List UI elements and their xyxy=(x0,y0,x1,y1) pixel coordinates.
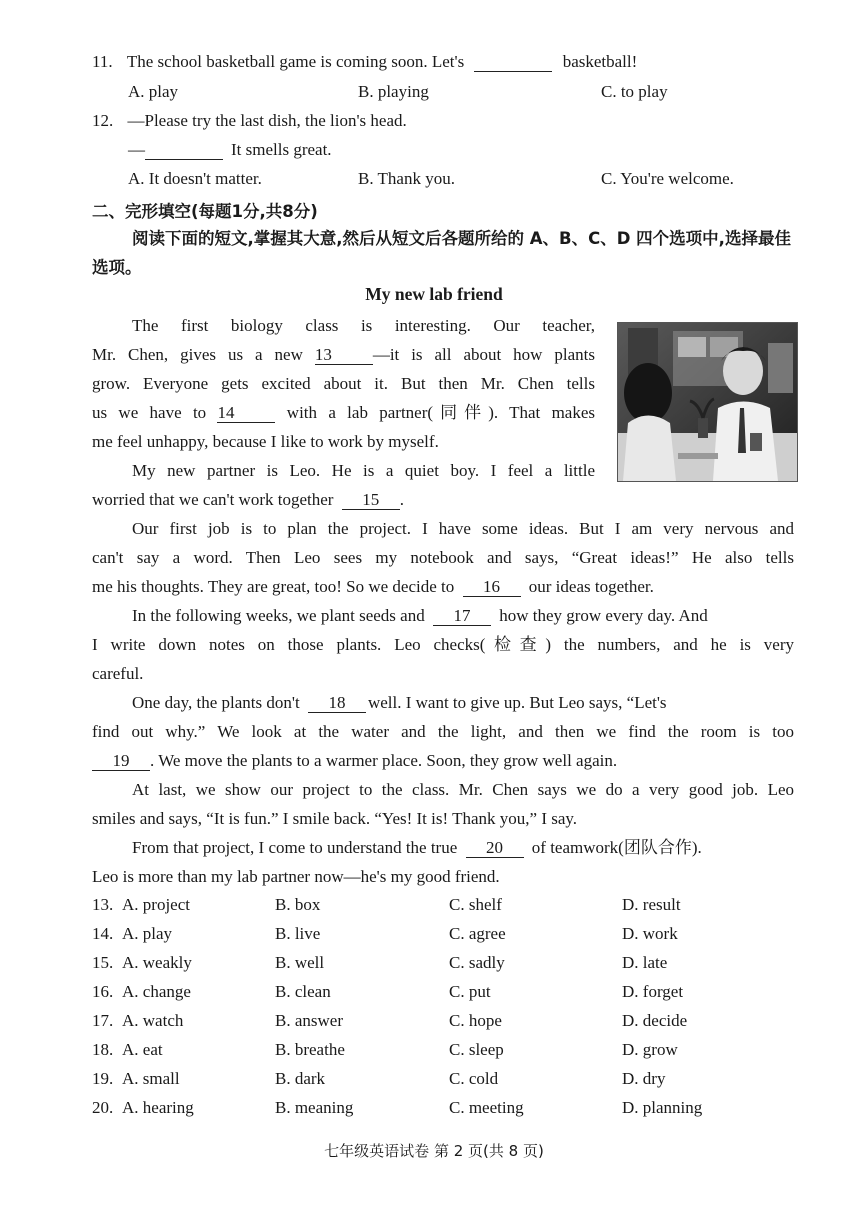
question-number: 15. xyxy=(92,953,114,972)
option-c: C. sadly xyxy=(449,953,505,972)
option-c: C. You're welcome. xyxy=(601,169,734,188)
text: our ideas together. xyxy=(528,577,654,596)
passage-line: smiles and says, “It is fun.” I smile back. “Yes! It is! Thank you,” I say. xyxy=(92,809,578,828)
text: us we have to xyxy=(92,403,207,422)
passage-line xyxy=(92,489,404,511)
passage-line: Our first job is to plan the project. I have some ideas. But I am very nervous and xyxy=(132,519,794,538)
text: Mr. Chen, gives us a new xyxy=(92,345,303,364)
page-footer: 七年级英语试卷 第 2 页(共 8 页) xyxy=(324,1142,544,1160)
dash: — xyxy=(128,140,145,159)
answer-row-17 xyxy=(92,1011,792,1033)
passage-line: Leo is more than my lab partner now—he's my good friend. xyxy=(92,867,500,886)
option-a: A. play xyxy=(122,924,173,943)
option-d: D. forget xyxy=(622,982,684,1001)
option-d: D. work xyxy=(622,924,678,943)
passage-line xyxy=(92,750,617,772)
passage-line: find out why.” We look at the water and the light, and then we find the room is too xyxy=(92,722,794,741)
question-number: 20. xyxy=(92,1098,114,1117)
blank-17: 17 xyxy=(433,607,491,626)
text: well. I want to give up. But Leo says, “Let's xyxy=(367,693,667,712)
text: . xyxy=(399,490,404,509)
text: . We move the plants to a warmer place. Soon, they grow well again. xyxy=(150,751,618,770)
text: worried that we can't work together xyxy=(92,490,334,509)
passage-line xyxy=(92,402,595,424)
option-a: A. play xyxy=(128,82,179,101)
option-d: D. grow xyxy=(622,1040,678,1059)
question-number: 13. xyxy=(92,895,114,914)
passage-title: My new lab friend xyxy=(365,284,503,304)
option-b: B. Thank you. xyxy=(358,169,455,188)
option-c: C. agree xyxy=(449,924,506,943)
passage-line xyxy=(132,605,708,627)
answer-row-20 xyxy=(92,1098,792,1120)
text: of teamwork(团队合作). xyxy=(531,838,702,857)
text: —it is all about how plants xyxy=(372,345,596,364)
dialogue-line-2 xyxy=(128,140,332,160)
answer-blank xyxy=(145,141,223,160)
question-stem: The school basketball game is coming soon. Let's xyxy=(126,52,465,71)
option-b: B. meaning xyxy=(275,1098,354,1117)
blank-18: 18 xyxy=(308,694,366,713)
question-number: 19. xyxy=(92,1069,114,1088)
section-instruction: 阅读下面的短文,掌握其大意,然后从短文后各题所给的 A、B、C、D 四个选项中,选择最佳选项。 xyxy=(92,229,791,277)
option-b: B. answer xyxy=(275,1011,343,1030)
classroom-illustration xyxy=(617,322,798,482)
question-number: 17. xyxy=(92,1011,114,1030)
section-heading: 二、完形填空(每题1分,共8分) xyxy=(92,202,318,221)
passage-line: can't say a word. Then Leo sees my notebook and says, “Great ideas!” He also tells xyxy=(92,548,794,567)
question-11 xyxy=(92,52,637,72)
blank-14: 14 xyxy=(217,404,275,423)
passage-line: I write down notes on those plants. Leo checks(检查) the numbers, and he is very xyxy=(92,635,794,654)
option-c: C. to play xyxy=(601,82,668,101)
option-a: A. hearing xyxy=(122,1098,194,1117)
option-d: D. late xyxy=(622,953,668,972)
option-c: C. hope xyxy=(449,1011,502,1030)
option-a: A. eat xyxy=(122,1040,163,1059)
answer-row-16 xyxy=(92,982,792,1004)
passage-line xyxy=(132,837,702,859)
option-b: B. clean xyxy=(275,982,331,1001)
option-c: C. cold xyxy=(449,1069,499,1088)
passage-line: The first biology class is interesting. Our teacher, xyxy=(132,316,595,335)
blank-15: 15 xyxy=(342,491,400,510)
answer-row-14 xyxy=(92,924,792,946)
passage-line: careful. xyxy=(92,664,144,683)
option-b: B. breathe xyxy=(275,1040,345,1059)
answer-row-18 xyxy=(92,1040,792,1062)
passage-line: grow. Everyone gets excited about it. But then Mr. Chen tells xyxy=(92,374,595,393)
question-number: 18. xyxy=(92,1040,114,1059)
answer-row-13 xyxy=(92,895,792,917)
blank-20: 20 xyxy=(466,839,524,858)
option-b: B. live xyxy=(275,924,321,943)
question-12 xyxy=(92,111,407,131)
answer-row-19 xyxy=(92,1069,792,1091)
option-b: B. playing xyxy=(358,82,429,101)
question-number: 11. xyxy=(92,52,113,71)
option-a: A. It doesn't matter. xyxy=(128,169,262,188)
blank-16: 16 xyxy=(463,578,521,597)
text: In the following weeks, we plant seeds and xyxy=(132,606,425,625)
option-d: D. result xyxy=(622,895,681,914)
text: with a lab partner(同伴). That makes xyxy=(286,403,596,422)
option-a: A. project xyxy=(122,895,190,914)
option-b: B. dark xyxy=(275,1069,326,1088)
option-b: B. well xyxy=(275,953,325,972)
passage-line xyxy=(92,576,654,598)
option-a: A. change xyxy=(122,982,191,1001)
passage-line xyxy=(132,692,667,714)
dialogue-line-1: —Please try the last dish, the lion's head. xyxy=(127,111,407,130)
option-c: C. put xyxy=(449,982,491,1001)
text: From that project, I come to understand the true xyxy=(132,838,458,857)
text: me his thoughts. They are great, too! So we decide to xyxy=(92,577,455,596)
passage-line: At last, we show our project to the class. Mr. Chen says we do a very good job. Leo xyxy=(132,780,794,799)
option-b: B. box xyxy=(275,895,321,914)
question-number: 14. xyxy=(92,924,114,943)
text: One day, the plants don't xyxy=(132,693,300,712)
option-a: A. weakly xyxy=(122,953,192,972)
question-number: 12. xyxy=(92,111,114,130)
option-a: A. small xyxy=(122,1069,180,1088)
option-c: C. shelf xyxy=(449,895,502,914)
question-number: 16. xyxy=(92,982,114,1001)
passage-line xyxy=(92,344,595,366)
answer-blank xyxy=(474,53,552,72)
option-c: C. meeting xyxy=(449,1098,524,1117)
option-a: A. watch xyxy=(122,1011,184,1030)
option-c: C. sleep xyxy=(449,1040,504,1059)
option-d: D. dry xyxy=(622,1069,666,1088)
dialogue-response: It smells great. xyxy=(231,140,332,159)
text: how they grow every day. And xyxy=(499,606,708,625)
blank-19: 19 xyxy=(92,752,150,771)
passage-line: My new partner is Leo. He is a quiet boy. I feel a little xyxy=(132,461,595,480)
option-d: D. planning xyxy=(622,1098,703,1117)
passage-line: me feel unhappy, because I like to work by myself. xyxy=(92,432,439,451)
answer-row-15 xyxy=(92,953,792,975)
blank-13: 13 xyxy=(315,346,373,365)
option-d: D. decide xyxy=(622,1011,688,1030)
question-stem-end: basketball! xyxy=(562,52,638,71)
